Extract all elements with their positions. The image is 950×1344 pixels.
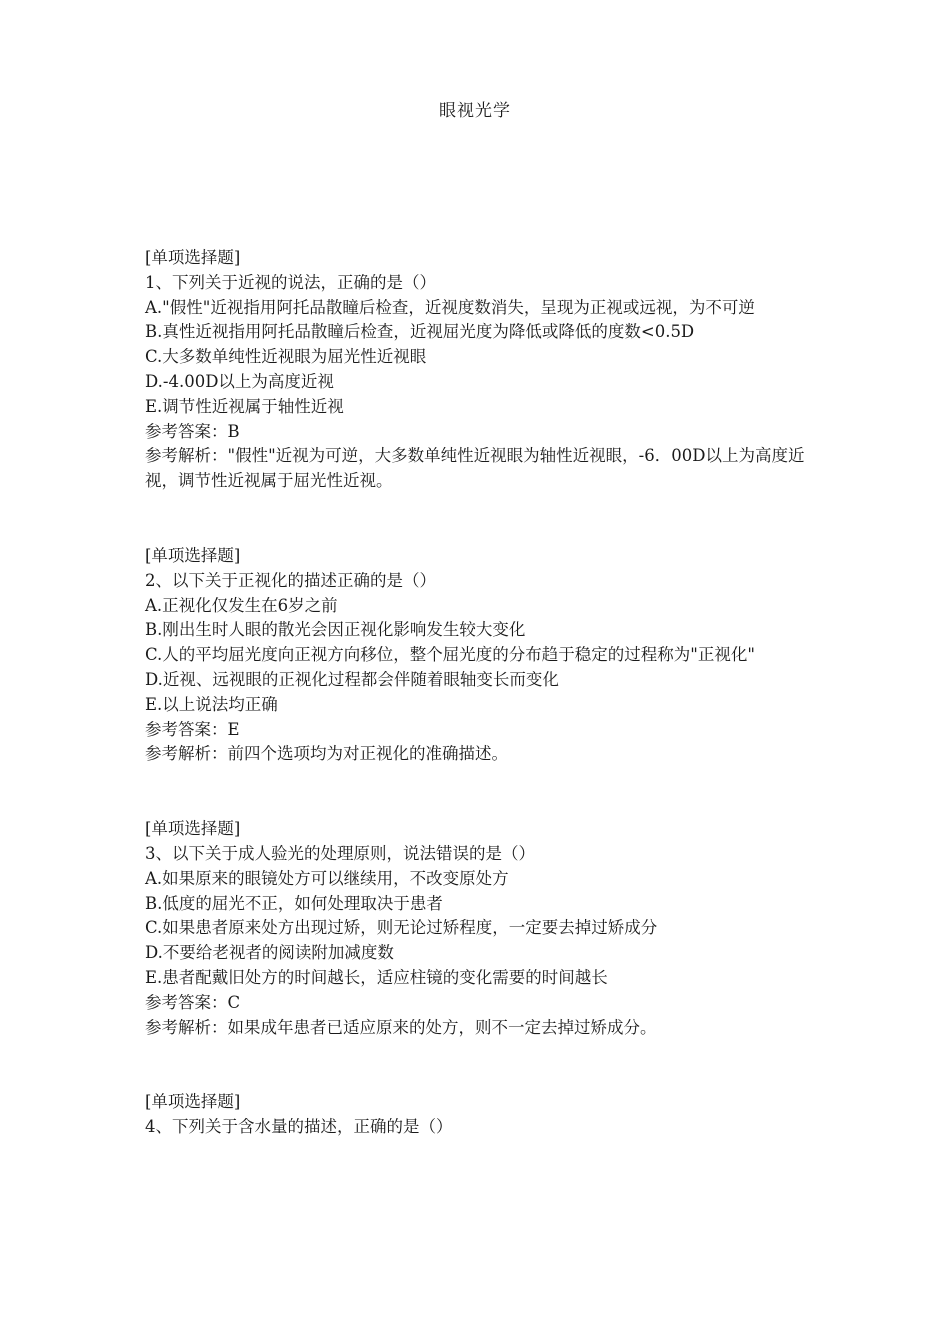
option-b: B.刚出生时人眼的散光会因正视化影响发生较大变化 — [145, 620, 526, 640]
option-e: E.患者配戴旧处方的时间越长，适应柱镜的变化需要的时间越长 — [145, 967, 608, 987]
question-stem: 4、下列关于含水量的描述，正确的是（） — [145, 1117, 453, 1137]
answer: 参考答案：E — [145, 719, 240, 739]
question-type: [单项选择题] — [145, 819, 241, 839]
question-stem: 1、下列关于近视的说法，正确的是（） — [145, 272, 436, 292]
option-d: D.近视、远视眼的正视化过程都会伴随着眼轴变长而变化 — [145, 669, 559, 689]
question-2 — [145, 544, 810, 767]
option-a: A."假性"近视指用阿托品散瞳后检查，近视度数消失，呈现为正视或远视，为不可逆 — [145, 297, 755, 317]
question-type: [单项选择题] — [145, 1092, 241, 1112]
question-list — [145, 246, 810, 1140]
question-3 — [145, 817, 810, 1040]
option-c: C.人的平均屈光度向正视方向移位，整个屈光度的分布趋于稳定的过程称为"正视化" — [145, 645, 755, 665]
analysis: 参考解析：如果成年患者已适应原来的处方，则不一定去掉过矫成分。 — [145, 1017, 657, 1037]
option-e: E.调节性近视属于轴性近视 — [145, 396, 344, 416]
option-b: B.低度的屈光不正，如何处理取决于患者 — [145, 893, 443, 913]
option-d: D.不要给老视者的阅读附加减度数 — [145, 943, 394, 963]
question-4 — [145, 1090, 810, 1140]
question-type: [单项选择题] — [145, 545, 241, 565]
option-d: D.-4.00D以上为高度近视 — [145, 371, 334, 391]
analysis: 参考解析：前四个选项均为对正视化的准确描述。 — [145, 744, 508, 764]
question-stem: 2、以下关于正视化的描述正确的是（） — [145, 570, 436, 590]
question-type: [单项选择题] — [145, 248, 241, 267]
option-c: C.如果患者原来处方出现过矫，则无论过矫程度，一定要去掉过矫成分 — [145, 918, 658, 938]
option-a: A.如果原来的眼镜处方可以继续用，不改变原处方 — [145, 868, 509, 888]
option-a: A.正视化仅发生在6岁之前 — [145, 595, 338, 615]
option-c: C.大多数单纯性近视眼为屈光性近视眼 — [145, 347, 427, 367]
answer: 参考答案：B — [145, 421, 240, 441]
option-e: E.以上说法均正确 — [145, 694, 278, 714]
document-title: 眼视光学 — [439, 101, 511, 121]
question-1 — [145, 246, 810, 494]
answer: 参考答案：C — [145, 992, 241, 1012]
analysis: 参考解析："假性"近视为可逆，大多数单纯性近视眼为轴性近视眼，-6．00D以上为高度近视，调节性近视属于屈光性近视。 — [145, 446, 805, 491]
question-stem: 3、以下关于成人验光的处理原则，说法错误的是（） — [145, 843, 535, 863]
option-b: B.真性近视指用阿托品散瞳后检查，近视屈光度为降低或降低的度数<0.5D — [145, 322, 695, 342]
